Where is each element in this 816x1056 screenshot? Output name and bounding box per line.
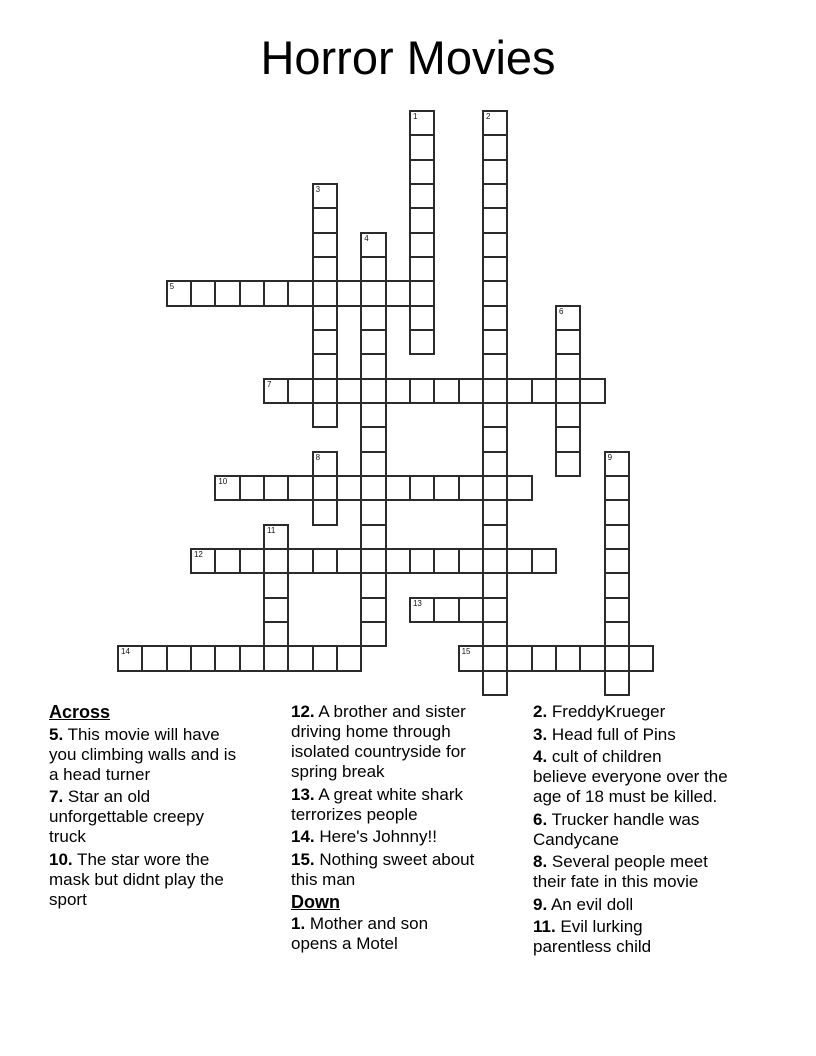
grid-cell[interactable] — [506, 645, 532, 671]
grid-cell[interactable] — [628, 645, 654, 671]
cell-number: 15 — [461, 647, 471, 657]
grid-cell[interactable] — [214, 548, 240, 574]
cell-number: 7 — [266, 379, 272, 389]
grid-cell[interactable] — [604, 572, 630, 598]
grid-cell[interactable] — [336, 548, 362, 574]
clue-number: 7. — [49, 787, 64, 806]
grid-cell[interactable] — [336, 280, 362, 306]
grid-cell[interactable] — [409, 378, 435, 404]
grid-cell[interactable] — [360, 572, 386, 598]
cell-number: 9 — [607, 452, 613, 462]
clue-number: 9. — [533, 894, 548, 914]
grid-cell[interactable] — [458, 378, 484, 404]
clue-item-6 — [533, 810, 778, 850]
grid-cell[interactable] — [239, 645, 265, 671]
grid-cell[interactable] — [239, 475, 265, 501]
clue-number: 8. — [533, 852, 548, 871]
grid-cell[interactable] — [482, 645, 508, 671]
clue-number: 3. — [533, 724, 548, 744]
grid-cell[interactable] — [482, 670, 508, 696]
clue-text: cult of children believe everyone over the age of 18 must be killed. — [533, 747, 728, 806]
cell-number: 8 — [315, 452, 321, 462]
grid-cell[interactable] — [482, 378, 508, 404]
grid-cell[interactable] — [312, 329, 338, 355]
clue-item-14 — [291, 827, 526, 847]
grid-cell[interactable] — [482, 621, 508, 647]
grid-cell[interactable] — [482, 256, 508, 282]
grid-cell[interactable] — [433, 548, 459, 574]
grid-cell[interactable] — [360, 305, 386, 331]
grid-cell[interactable] — [214, 645, 240, 671]
grid-cell[interactable] — [433, 597, 459, 623]
grid-cell[interactable] — [166, 645, 192, 671]
grid-cell[interactable] — [287, 475, 313, 501]
grid-cell[interactable] — [555, 329, 581, 355]
grid-cell[interactable] — [312, 548, 338, 574]
grid-cell[interactable] — [433, 378, 459, 404]
clue-text: A brother and sister driving home through isolated countryside for spring break — [291, 702, 466, 781]
grid-cell[interactable] — [506, 475, 532, 501]
grid-cell[interactable] — [263, 645, 289, 671]
grid-cell[interactable] — [312, 232, 338, 258]
grid-cell[interactable] — [482, 475, 508, 501]
grid-cell[interactable] — [287, 280, 313, 306]
cell-number: 4 — [364, 233, 369, 243]
grid-cell[interactable] — [190, 280, 216, 306]
grid-cell[interactable] — [239, 548, 265, 574]
clue-item-11 — [533, 917, 778, 957]
grid-cell[interactable] — [360, 499, 386, 525]
grid-cell[interactable] — [409, 280, 435, 306]
grid-cell[interactable] — [555, 426, 581, 452]
grid-cell[interactable] — [482, 426, 508, 452]
grid-cell[interactable] — [482, 329, 508, 355]
grid-cell[interactable] — [360, 280, 386, 306]
grid-cell[interactable] — [360, 426, 386, 452]
clue-text: An evil doll — [547, 894, 634, 914]
clue-item-15 — [291, 850, 526, 890]
grid-cell[interactable] — [482, 499, 508, 525]
grid-cell[interactable] — [239, 280, 265, 306]
grid-cell[interactable] — [190, 645, 216, 671]
clue-number: 11. — [533, 917, 556, 936]
grid-cell[interactable] — [482, 353, 508, 379]
grid-cell[interactable] — [482, 572, 508, 598]
grid-cell[interactable] — [482, 524, 508, 550]
grid-cell[interactable] — [312, 256, 338, 282]
grid-cell[interactable] — [312, 207, 338, 233]
clue-column-3 — [533, 702, 778, 957]
clue-text: Star an old unforgettable creepy truck — [49, 787, 204, 846]
grid-cell[interactable] — [482, 207, 508, 233]
grid-cell[interactable] — [336, 378, 362, 404]
grid-cell[interactable] — [312, 280, 338, 306]
grid-cell[interactable] — [458, 597, 484, 623]
grid-cell[interactable] — [190, 548, 216, 574]
grid-cell[interactable] — [166, 280, 192, 306]
grid-cell[interactable] — [360, 329, 386, 355]
clue-column-2 — [291, 702, 526, 954]
grid-cell[interactable] — [531, 548, 557, 574]
grid-cell[interactable] — [604, 451, 630, 477]
grid-cell[interactable] — [482, 305, 508, 331]
grid-cell[interactable] — [336, 645, 362, 671]
grid-cell[interactable] — [312, 645, 338, 671]
grid-cell[interactable] — [360, 451, 386, 477]
grid-cell[interactable] — [482, 232, 508, 258]
grid-cell[interactable] — [506, 548, 532, 574]
grid-cell[interactable] — [409, 207, 435, 233]
cell-number: 2 — [485, 112, 491, 121]
grid-cell[interactable] — [482, 280, 508, 306]
grid-cell[interactable] — [579, 378, 605, 404]
grid-cell[interactable] — [287, 645, 313, 671]
puzzle-title: Horror Movies — [260, 31, 556, 84]
clue-text: A great white shark terrorizes people — [291, 784, 464, 824]
clue-number: 1. — [291, 914, 306, 933]
cell-number: 11 — [266, 525, 276, 535]
clue-number: 13. — [291, 784, 315, 804]
grid-cell[interactable] — [312, 183, 338, 209]
grid-cell[interactable] — [385, 378, 411, 404]
grid-cell[interactable] — [458, 548, 484, 574]
cell-number: 1 — [412, 112, 418, 121]
clue-number: 6. — [533, 809, 548, 829]
cell-number: 14 — [121, 647, 130, 657]
clues-heading-down: Down — [291, 891, 340, 912]
grid-cell[interactable] — [263, 475, 289, 501]
grid-cell[interactable] — [360, 548, 386, 574]
clues-heading-across: Across — [49, 702, 111, 722]
grid-cell[interactable] — [458, 645, 484, 671]
grid-cell[interactable] — [604, 597, 630, 623]
clue-text: Nothing sweet about this man — [291, 849, 475, 889]
grid-cell[interactable] — [263, 621, 289, 647]
grid-cell[interactable] — [287, 548, 313, 574]
grid-cell[interactable] — [360, 232, 386, 258]
clue-column-1 — [49, 702, 299, 910]
grid-cell[interactable] — [312, 402, 338, 428]
clue-text: Several people meet their fate in this movie — [533, 852, 708, 891]
grid-cell[interactable] — [555, 451, 581, 477]
grid-cell[interactable] — [555, 305, 581, 331]
grid-cell[interactable] — [312, 451, 338, 477]
clue-text: FreddyKrueger — [547, 702, 666, 721]
clue-text: Head full of Pins — [547, 724, 676, 744]
grid-cell[interactable] — [482, 159, 508, 185]
grid-cell[interactable] — [482, 597, 508, 623]
grid-cell[interactable] — [555, 645, 581, 671]
grid-cell[interactable] — [409, 305, 435, 331]
clue-number: 4. — [533, 747, 548, 766]
grid-cell[interactable] — [336, 475, 362, 501]
clue-text: Here's Johnny!! — [314, 827, 437, 846]
grid-cell[interactable] — [409, 475, 435, 501]
grid-cell[interactable] — [409, 110, 435, 136]
grid-cell[interactable] — [409, 134, 435, 160]
grid-cell[interactable] — [214, 475, 240, 501]
grid-cell[interactable] — [312, 378, 338, 404]
grid-cell[interactable] — [409, 256, 435, 282]
grid-cell[interactable] — [263, 524, 289, 550]
grid-cell[interactable] — [385, 548, 411, 574]
grid-cell[interactable] — [433, 475, 459, 501]
grid-cell[interactable] — [287, 378, 313, 404]
grid-cell[interactable] — [312, 305, 338, 331]
grid-cell[interactable] — [360, 524, 386, 550]
grid-cell[interactable] — [579, 645, 605, 671]
grid-cell[interactable] — [482, 183, 508, 209]
grid-cell[interactable] — [312, 499, 338, 525]
grid-cell[interactable] — [482, 402, 508, 428]
grid-cell[interactable] — [555, 402, 581, 428]
grid-cell[interactable] — [409, 329, 435, 355]
grid-cell[interactable] — [263, 597, 289, 623]
clue-item-7 — [49, 787, 299, 847]
clue-item-1 — [291, 914, 526, 954]
grid-cell[interactable] — [312, 353, 338, 379]
clue-text: Mother and son opens a Motel — [291, 914, 429, 953]
grid-cell[interactable] — [482, 451, 508, 477]
clue-number: 12. — [291, 702, 315, 721]
clue-item-10 — [49, 850, 299, 910]
grid-cell[interactable] — [263, 280, 289, 306]
grid-cell[interactable] — [263, 572, 289, 598]
grid-cell[interactable] — [360, 353, 386, 379]
grid-cell[interactable] — [482, 110, 508, 136]
grid-cell[interactable] — [409, 183, 435, 209]
cell-number: 3 — [315, 184, 321, 194]
cell-number: 10 — [218, 476, 228, 486]
clue-text: This movie will have you climbing walls and is a head turner — [49, 724, 237, 784]
grid-cell[interactable] — [604, 499, 630, 525]
grid-cell[interactable] — [482, 548, 508, 574]
clue-item-5 — [49, 725, 299, 785]
grid-cell[interactable] — [214, 280, 240, 306]
clue-text: The star wore the mask but didnt play the sport — [49, 849, 224, 909]
clue-number: 10. — [49, 849, 73, 869]
grid-cell[interactable] — [482, 134, 508, 160]
grid-cell[interactable] — [360, 256, 386, 282]
clue-item-2 — [533, 702, 778, 722]
clue-number: 15. — [291, 849, 315, 869]
grid-cell[interactable] — [604, 670, 630, 696]
grid-cell[interactable] — [409, 159, 435, 185]
cell-number: 13 — [412, 598, 422, 608]
clue-item-4 — [533, 747, 778, 807]
grid-cell[interactable] — [409, 548, 435, 574]
clue-number: 2. — [533, 702, 548, 721]
clue-item-13 — [291, 785, 526, 825]
grid-cell[interactable] — [385, 280, 411, 306]
grid-cell[interactable] — [604, 548, 630, 574]
grid-cell[interactable] — [409, 232, 435, 258]
grid-cell[interactable] — [117, 645, 143, 671]
grid-cell[interactable] — [360, 402, 386, 428]
grid-cell[interactable] — [531, 645, 557, 671]
grid-cell[interactable] — [312, 475, 338, 501]
clue-number: 14. — [291, 827, 315, 846]
grid-cell[interactable] — [604, 621, 630, 647]
clue-item-8 — [533, 852, 778, 892]
grid-cell[interactable] — [360, 597, 386, 623]
clue-item-3 — [533, 725, 778, 745]
cell-number: 5 — [169, 282, 175, 292]
grid-cell[interactable] — [141, 645, 167, 671]
clue-number: 5. — [49, 724, 64, 744]
grid-cell[interactable] — [263, 378, 289, 404]
grid-cell[interactable] — [531, 378, 557, 404]
grid-cell[interactable] — [458, 475, 484, 501]
grid-cell[interactable] — [360, 475, 386, 501]
grid-cell[interactable] — [360, 621, 386, 647]
grid-cell[interactable] — [506, 378, 532, 404]
grid-cell[interactable] — [360, 378, 386, 404]
grid-cell[interactable] — [604, 524, 630, 550]
grid-cell[interactable] — [555, 353, 581, 379]
grid-cell[interactable] — [555, 378, 581, 404]
grid-cell[interactable] — [604, 475, 630, 501]
cell-number: 12 — [193, 549, 203, 559]
cell-number: 6 — [558, 306, 564, 316]
grid-cell[interactable] — [604, 645, 630, 671]
grid-cell[interactable] — [263, 548, 289, 574]
clue-item-12 — [291, 702, 526, 782]
grid-cell[interactable] — [385, 475, 411, 501]
clue-item-9 — [533, 895, 778, 915]
clue-text: Evil lurking parentless child — [533, 917, 652, 956]
grid-cell[interactable] — [409, 597, 435, 623]
clue-text: Trucker handle was Candycane — [533, 809, 700, 849]
